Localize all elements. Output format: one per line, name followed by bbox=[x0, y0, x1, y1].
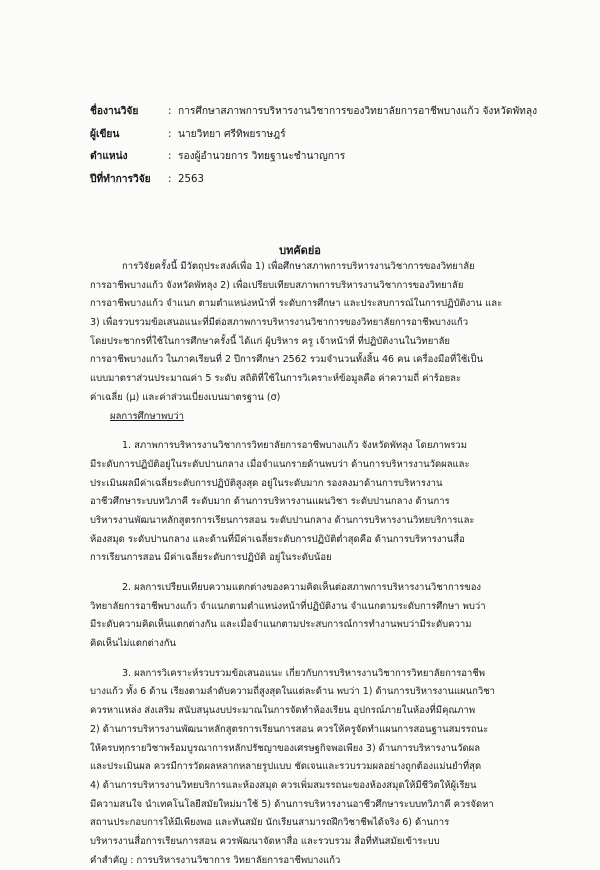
paragraph-line: 1. สภาพการบริหารงานวิชาการวิทยาลัยการอาชีพบางแก้ว จังหวัดพัทลุง โดยภาพรวม bbox=[122, 440, 467, 452]
meta-value: การศึกษาสภาพการบริหารงานวิชาการของวิทยาลัยการอาชีพบางแก้ว จังหวัดพัทลุง bbox=[178, 106, 538, 117]
paragraph-line: ให้ครบทุกรายวิชาพร้อมบูรณาการหลักปรัชญาของเศรษฐกิจพอเพียง 3) ด้านการบริหารงานวัดผล bbox=[90, 742, 481, 754]
meta-year: ปีที่ทำการวิจัย : 2563 bbox=[90, 173, 560, 187]
meta-label: ตำแหน่ง bbox=[90, 151, 128, 162]
abstract-body bbox=[90, 258, 560, 870]
paragraph-line: มีความสนใจ นำเทคโนโลยีสมัยใหม่มาใช้ 5) ด้านการบริหารงานอาชีวศึกษาระบบทวิภาคี ควรจัดหา bbox=[90, 798, 494, 810]
paragraph-line: 2) ด้านการบริหารงานพัฒนาหลักสูตรการเรียนการสอน ควรให้ครูจัดทำแผนการสอนฐานสมรรถนะ bbox=[90, 723, 489, 735]
paragraph-line: ควรหาแหล่ง ส่งเสริม สนับสนุนงบประมาณในการจัดทำห้องเรียน อุปกรณ์ภายในห้องที่มีคุณภาพ bbox=[90, 705, 476, 717]
paragraph-line: คิดเห็นไม่แตกต่างกัน bbox=[90, 638, 177, 650]
paragraph-line: และประเมินผล ควรมีการวัดผลหลากหลายรูปแบบ ชัดเจนและรวบรวมผลอย่างถูกต้องแม่นยำที่สุด bbox=[90, 761, 482, 773]
paragraph-line: การวิจัยครั้งนี้ มีวัตถุประสงค์เพื่อ 1) เพื่อศึกษาสภาพการบริหารงานวิชาการของวิทยาลัย bbox=[122, 261, 475, 272]
paragraph-line: การอาชีพบางแก้ว ในภาคเรียนที่ 2 ปีการศึกษา 2562 รวมจำนวนทั้งสิ้น 46 คน เครื่องมือที่ใช้เป็น bbox=[90, 354, 484, 366]
paragraph-line: บริหารงานสื่อการเรียนการสอน ควรพัฒนาจัดหาสื่อ และรวบรวม สื่อที่ทันสมัยเข้าระบบ bbox=[90, 835, 440, 847]
paragraph-line: วิทยาลัยการอาชีพบางแก้ว จำแนกตามตำแหน่งหน้าที่ปฏิบัติงาน จำแนกตามระดับการศึกษา พบว่า bbox=[90, 600, 486, 612]
paragraph-line: ค่าเฉลี่ย (μ) และค่าส่วนเบี่ยงเบนมาตรฐาน (σ) bbox=[90, 391, 281, 403]
paragraph-line: ประเมินผลมีค่าเฉลี่ยระดับการปฏิบัติสูงสุด อยู่ในระดับมาก รองลงมาด้านการบริหารงาน bbox=[90, 477, 443, 489]
meta-value: นายวิทยา ศรีทิพยราษฎร์ bbox=[178, 128, 286, 140]
paragraph-line: ห้องสมุด ระดับปานกลาง และด้านที่มีค่าเฉลี่ยระดับการปฏิบัติต่ำสุดคือ ด้านการบริหารงานสื่อ bbox=[90, 533, 465, 545]
meta-research-title: ชื่องานวิจัย : การศึกษาสภาพการบริหารงานวิชาการของวิทยาลัยการอาชีพบางแก้ว จังหวัดพัทลุง bbox=[90, 105, 560, 119]
meta-value: 2563 bbox=[178, 173, 204, 185]
meta-label: ชื่องานวิจัย bbox=[90, 106, 139, 117]
results-heading: ผลการศึกษาพบว่า bbox=[110, 410, 184, 422]
paragraph-line: มีระดับความคิดเห็นแตกต่างกัน และเมื่อจำแนกตามประสบการณ์การทำงานพบว่ามีระดับความ bbox=[90, 619, 472, 631]
paragraph-line: แบบมาตราส่วนประมาณค่า 5 ระดับ สถิติที่ใช้ในการวิเคราะห์ข้อมูลคือ ค่าความถี่ ค่าร้อยละ bbox=[90, 373, 462, 385]
paragraph-line: บริหารงานพัฒนาหลักสูตรการเรียนการสอน ระดับปานกลาง ด้านการบริหารงานวิทยบริการและ bbox=[90, 514, 475, 526]
paragraph-line: การอาชีพบางแก้ว จังหวัดพัทลุง 2) เพื่อเปรียบเทียบสภาพการบริหารงานวิชาการของวิทยาลัย bbox=[90, 279, 464, 291]
keywords: คำสำคัญ : การบริหารงานวิชาการ วิทยาลัยการอาชีพบางแก้ว bbox=[90, 854, 341, 866]
meta-position: ตำแหน่ง : รองผู้อำนวยการ วิทยฐานะชำนาญการ bbox=[90, 150, 560, 164]
abstract-title: บทคัดย่อ bbox=[279, 244, 321, 257]
paragraph-line: อาชีวศึกษาระบบทวิภาคี ระดับมาก ด้านการบริหารงานแผนวิชา ระดับปานกลาง ด้านการ bbox=[90, 496, 450, 508]
paragraph-line: 4) ด้านการบริหารงานวิทยบริการและห้องสมุด ควรเพิ่มสมรรถนะของห้องสมุดให้มีชีวิตให้ผู้เรียน bbox=[90, 779, 477, 791]
meta-label: ปีที่ทำการวิจัย bbox=[90, 173, 151, 185]
paragraph-line: 2. ผลการเปรียบเทียบความแตกต่างของความคิดเห็นต่อสภาพการบริหารงานวิชาการของ bbox=[122, 582, 482, 593]
paragraph-line: โดยประชากรที่ใช้ในการศึกษาครั้งนี้ ได้แก่ ผู้บริหาร ครู เจ้าหน้าที่ ที่ปฏิบัติงานในวิทยาลัย bbox=[90, 335, 450, 347]
paragraph-line: การอาชีพบางแก้ว จำแนก ตามตำแหน่งหน้าที่ ระดับการศึกษา และประสบการณ์ในการปฏิบัติงาน และ bbox=[90, 298, 503, 310]
paragraph-line: 3) เพื่อรวบรวมข้อเสนอแนะที่มีต่อสภาพการบริหารงานวิชาการของวิทยาลัยการอาชีพบางแก้ว bbox=[90, 317, 469, 329]
meta-label: ผู้เขียน bbox=[90, 128, 120, 140]
paragraph-line: 3. ผลการวิเคราะห์รวบรวมข้อเสนอแนะ เกี่ยวกับการบริหารงานวิชาการวิทยาลัยการอาชีพ bbox=[122, 667, 486, 679]
meta-value: รองผู้อำนวยการ วิทยฐานะชำนาญการ bbox=[178, 151, 346, 162]
meta-author: ผู้เขียน : นายวิทยา ศรีทิพยราษฎร์ bbox=[90, 128, 560, 142]
paragraph-line: การเรียนการสอน มีค่าเฉลี่ยระดับการปฏิบัติ อยู่ในระดับน้อย bbox=[90, 552, 332, 564]
paragraph-line: สถานประกอบการให้มีเพียงพอ และทันสมัย นักเรียนสามารถฝึกวิชาชีพได้จริง 6) ด้านการ bbox=[90, 817, 450, 829]
paragraph-line: มีระดับการปฏิบัติอยู่ในระดับปานกลาง เมื่อจำแนกรายด้านพบว่า ด้านการบริหารงานวัดผลและ bbox=[90, 458, 470, 470]
document-metadata bbox=[90, 105, 560, 195]
paragraph-line: บางแก้ว ทั้ง 6 ด้าน เรียงตามลำดับความถี่สูงสุดในแต่ละด้าน พบว่า 1) ด้านการบริหารงานแผนกวิชา bbox=[90, 686, 496, 698]
